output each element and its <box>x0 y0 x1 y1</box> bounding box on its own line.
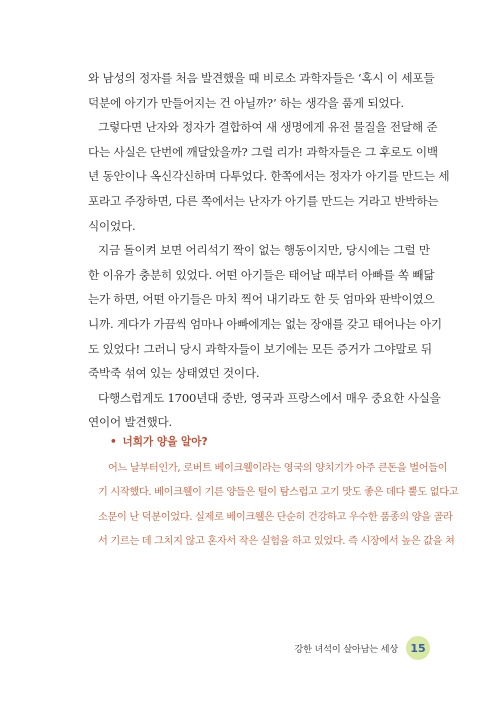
sidebar-box <box>98 432 459 555</box>
box-line: 기 시작했다. 베이크웰이 기른 양들은 털이 탐스럽고 고기 맛도 좋은 데다 뿔도 없다고 <box>98 487 459 499</box>
paragraph-1 <box>88 66 435 115</box>
text-line: 덕분에 아기가 만들어지는 건 아닐까?’ 하는 생각을 품게 되었다. <box>88 95 404 110</box>
paragraph-3 <box>88 238 442 386</box>
main-text <box>88 66 450 435</box>
text-line: 와 남성의 정자를 처음 발견했을 때 비로소 과학자들은 ‘혹시 이 세포들 <box>88 71 435 85</box>
text-line: 한 이유가 충분히 있었다. 어떤 아기들은 태어날 때부터 아빠를 쏙 빼닮 <box>88 267 435 282</box>
text-line: 니까. 게다가 가끔씩 엄마나 아빠에게는 없는 장애를 갖고 태어나는 아기 <box>88 316 442 331</box>
paragraph-2 <box>88 115 450 238</box>
text-line: 식이었다. <box>88 218 136 233</box>
text-line: 포라고 주장하면, 다른 쪽에서는 난자가 아기를 만드는 거라고 반박하는 <box>88 193 439 208</box>
box-line: 소문이 난 덕분이었다. 실제로 베이크웰은 단순히 건강하고 우수한 품종의 양을 골라 <box>98 511 453 523</box>
text-line: 도 있었다! 그러니 당시 과학자들이 보기에는 모든 증거가 그야말로 뒤 <box>88 341 432 356</box>
box-paragraph <box>98 457 459 555</box>
page-number-badge <box>406 636 430 660</box>
text-line: 그렇다면 난자와 정자가 결합하여 새 생명에게 유전 물질을 전달해 준 <box>98 120 438 135</box>
page-number: 15 <box>410 641 426 655</box>
running-title: 강한 녀석이 살아남는 세상 <box>294 644 398 655</box>
box-title <box>110 432 420 452</box>
box-line: 어느 날부터인가, 로버트 베이크웰이라는 영국의 양치기가 아주 큰돈을 벌어들이 <box>108 463 448 474</box>
page-footer <box>294 636 430 660</box>
text-line: 년 동안이나 옥신각신하며 다투었다. 한쪽에서는 정자가 아기를 만드는 세 <box>88 169 450 184</box>
paragraph-4 <box>88 386 441 435</box>
text-line: 다행스럽게도 1700년대 중반, 영국과 프랑스에서 매우 중요한 사실을 <box>98 390 441 405</box>
text-line: 죽박죽 섞여 있는 상태였던 것이다. <box>88 366 260 381</box>
bullet-icon: • <box>110 436 117 448</box>
text-line: 다는 사실은 단번에 깨달았을까? 그럴 리가! 과학자들은 그 후로도 이백 <box>88 144 438 159</box>
box-title-text: 너희가 양을 알아? <box>122 436 208 448</box>
text-line: 지금 돌이켜 보면 어리석기 짝이 없는 행동이지만, 당시에는 그럴 만 <box>98 243 430 258</box>
box-line: 서 기르는 데 그치지 않고 혼자서 작은 실험을 하고 있었다. 즉 시장에서 높은 값을 쳐 <box>98 536 455 548</box>
text-line: 는가 하면, 어떤 아기들은 마치 찍어 내기라도 한 듯 엄마와 판박이였으 <box>88 292 435 307</box>
text-line: 연이어 발견했다. <box>88 415 172 430</box>
